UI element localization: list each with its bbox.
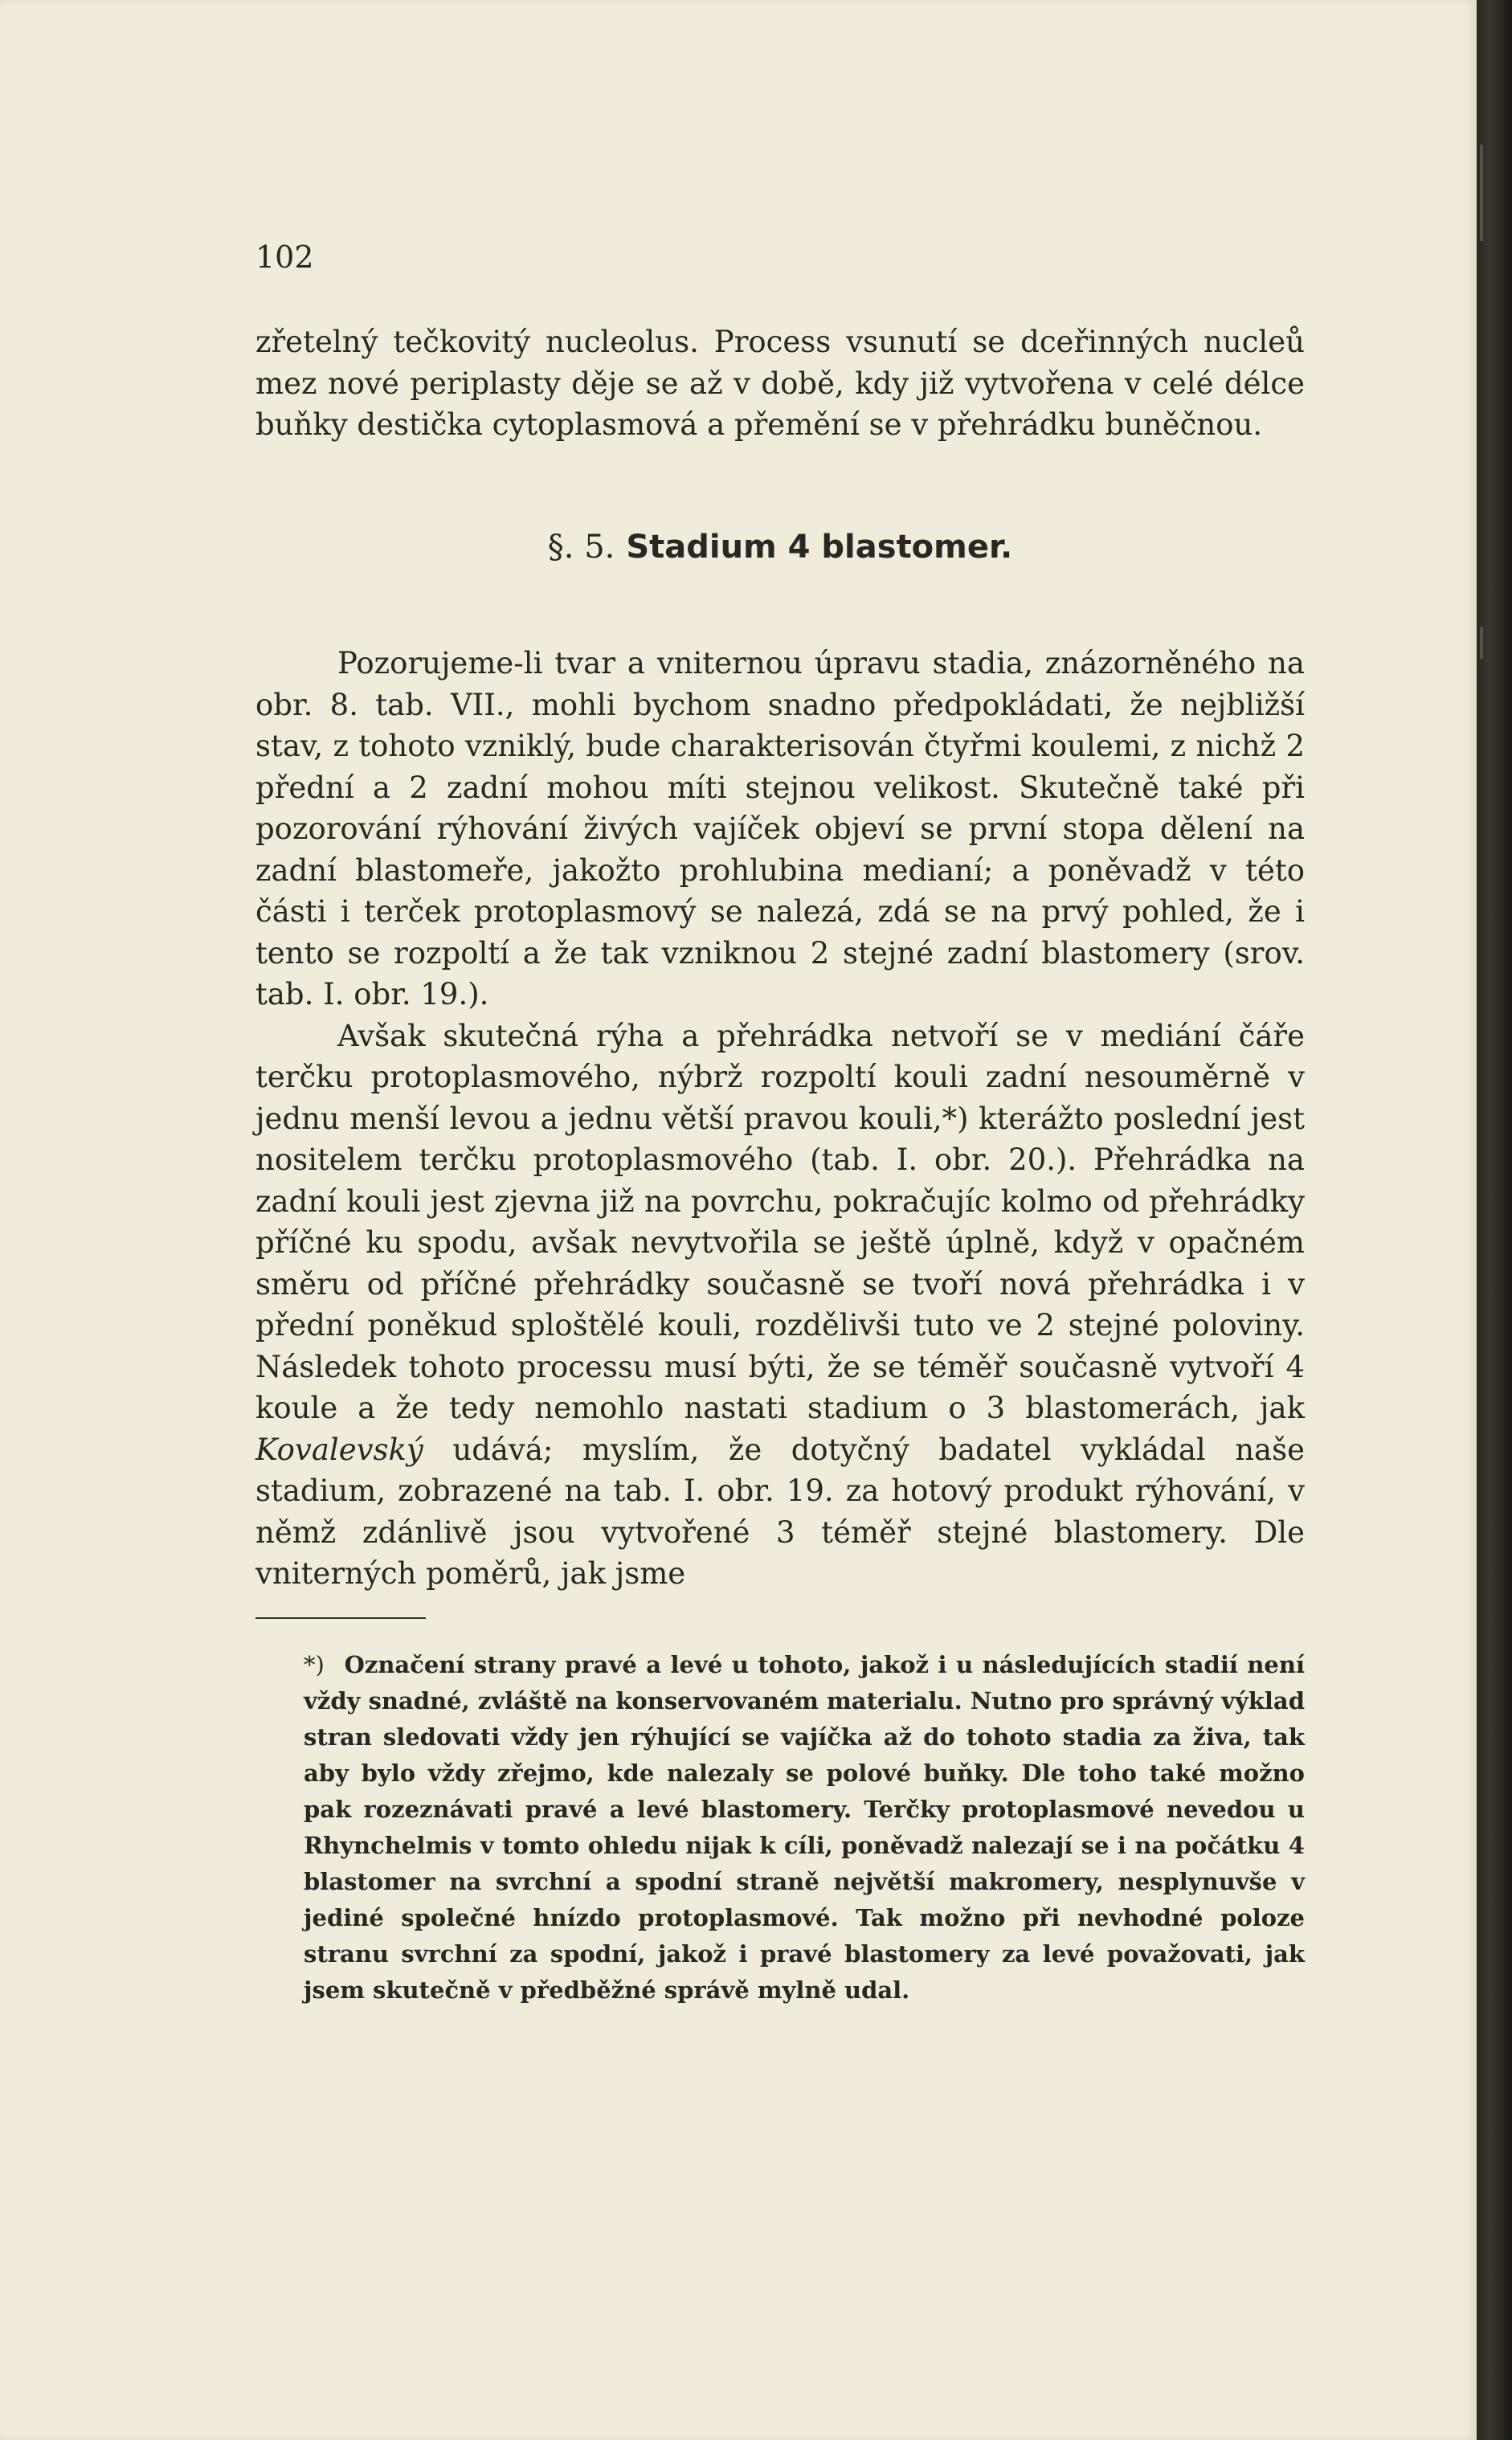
footnote (304, 1647, 1305, 2009)
section-heading (255, 529, 1305, 566)
page-edge-shadow (1477, 0, 1512, 2440)
author-name: Kovalevský (255, 1432, 423, 1467)
opening-paragraph-block (255, 321, 1305, 446)
footnote-text: Označení strany pravé a levé u tohoto, jakož i u následujících stadií není vždy snadné, zvláště na konservovaném materialu. Nutno pro správný výklad stran sledovati vždy jen rýhující se vajíčka až do tohoto stadia za živa, tak aby bylo vždy zřejmo, kde nalezaly se polové buňky. Dle toho také možno pak rozeznávati pravé a levé blastomery. Terčky protoplasmové nevedou u Rhynchelmis v tomto ohledu nijak k cíli, poněvadž nalezají se i na počátku 4 blastomer na svrchní a spodní straně největší makromery, nesplynuvše v jediné společné hnízdo protoplasmové. Tak možno při nevhodné poloze stranu svrchní za spodní, jakož i pravé blastomery za levé považovati, jak jsem skutečně v předběžné správě mylně udal. (304, 1651, 1305, 2004)
paragraph-2-text-b: udává; myslím, že dotyčný badatel vykládal naše stadium, zobrazené na tab. I. obr. 19. za hotový produkt rýhování, v němž zdánlivě jsou vytvořené 3 téměř stejné blastomery. Dle vniterných poměrů, jak jsme (255, 1432, 1305, 1591)
paragraph-1: Pozorujeme-li tvar a vniternou úpravu stadia, znázorněného na obr. 8. tab. VII., mohli bychom snadno předpokládati, že nejbližší stav, z tohoto vzniklý, bude charakterisován čtyřmi koulemi, z nichž 2 přední a 2 zadní mohou míti stejnou velikost. Skutečně také při pozorování rýhování živých vajíček objeví se první stopa dělení na zadní blastomeře, jakožto prohlubina medianí; a poněvadž v této části i terček protoplasmový se nalezá, zdá se na prvý pohled, že i tento se rozpoltí a že tak vzniknou 2 stejné zadní blastomery (srov. tab. I. obr. 19.). (255, 646, 1305, 1012)
page-edge-mark (1480, 627, 1483, 659)
page-edge-mark (1480, 145, 1483, 241)
paragraph-2-text-a: Avšak skutečná rýha a přehrádka netvoří se v mediání čáře terčku protoplasmového, nýbrž rozpoltí kouli zadní nesouměrně v jednu menší levou a jednu větší pravou kouli,*) kterážto poslední jest nositelem terčku protoplasmového (tab. I. obr. 20.). Přehrádka na zadní kouli jest zjevna již na povrchu, pokračujíc kolmo od přehrádky příčné ku spodu, avšak nevytvořila se ještě úplně, když v opačném směru od příčné přehrádky současně se tvoří nová přehrádka i v přední poněkud sploštělé kouli, rozdělivši tuto ve 2 stejné poloviny. Následek tohoto processu musí býti, že se téměř současně vytvoří 4 koule a že tedy nemohlo nastati stadium o 3 blastomerách, jak (255, 1018, 1305, 1425)
footnote-marker: *) (304, 1651, 325, 1678)
opening-paragraph: zřetelný tečkovitý nucleolus. Process vsunutí se dceřinných nucleů mez nové periplasty děje se až v době, kdy již vytvořena v celé délce buňky destička cytoplasmová a přemění se v přehrádku buněčnou. (255, 325, 1305, 442)
footnote-divider (255, 1617, 426, 1619)
section-number: §. 5. (547, 529, 615, 566)
page-number: 102 (255, 239, 314, 275)
body-text-block (255, 643, 1305, 1595)
section-title: Stadium 4 blastomer. (626, 529, 1013, 566)
paragraph-2 (255, 1016, 1305, 1595)
